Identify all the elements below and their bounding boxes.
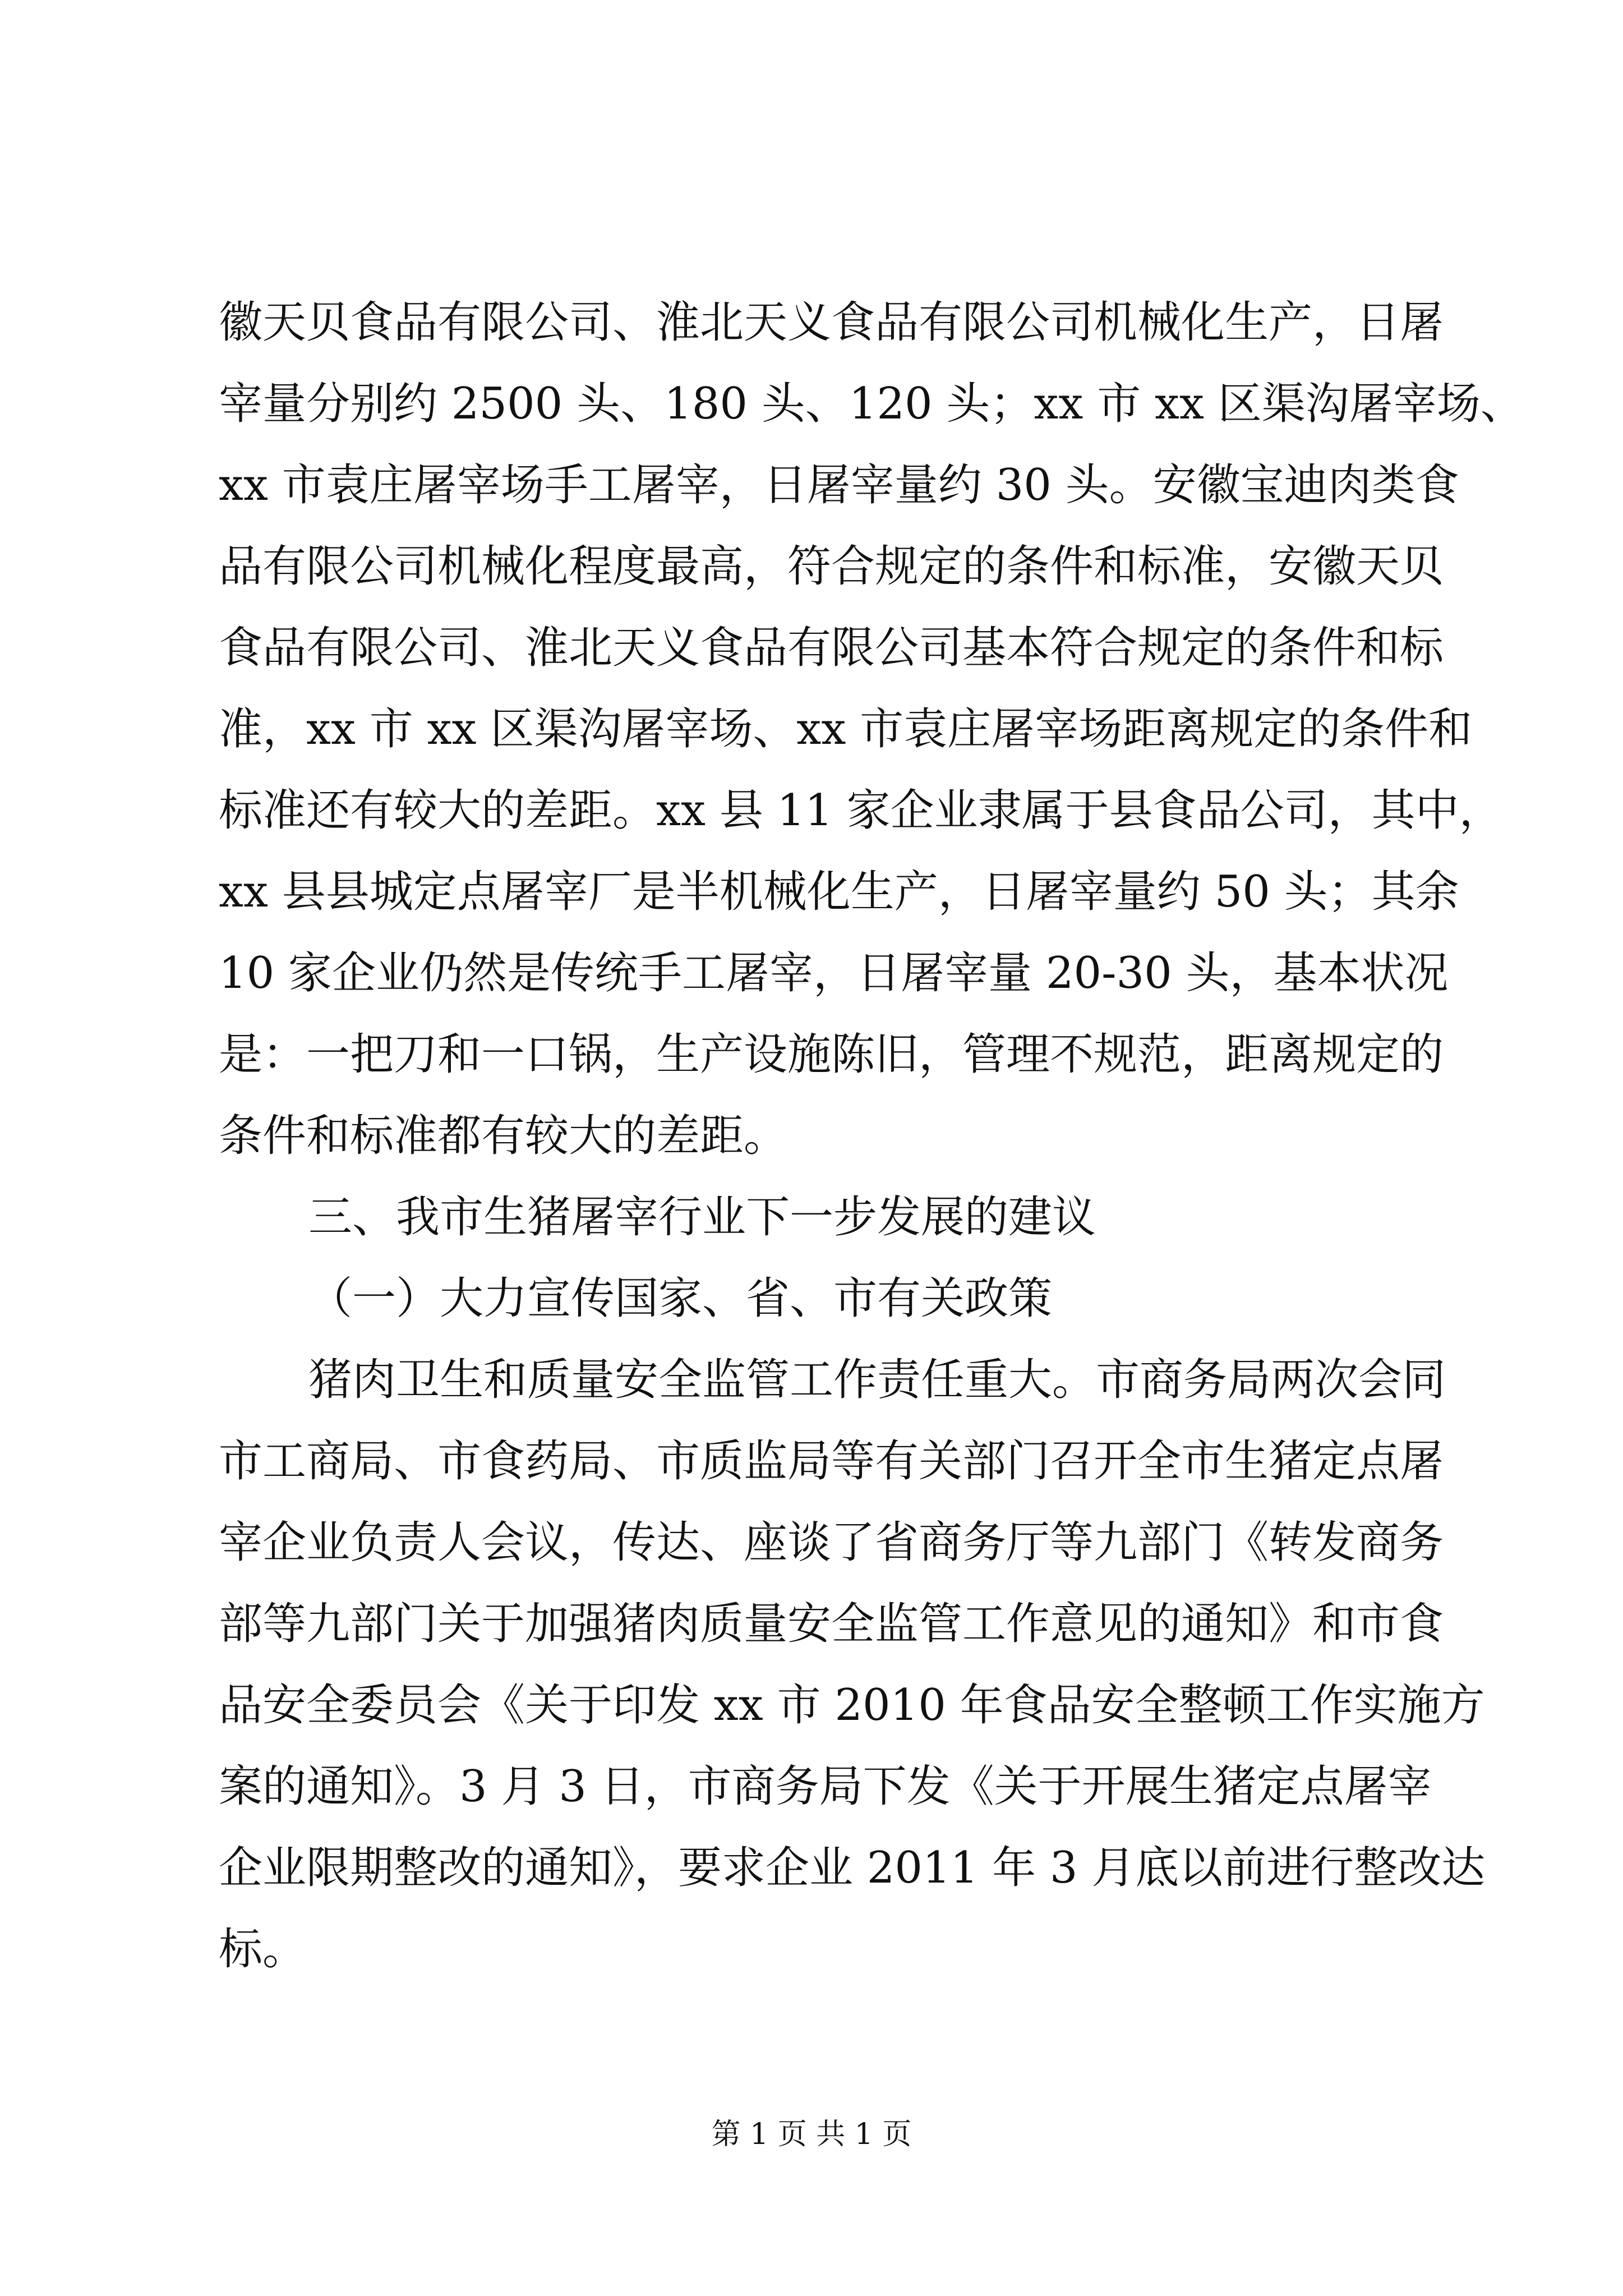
paragraph-line: 猪肉卫生和质量安全监管工作责任重大。市商务局两次会同 xyxy=(308,1355,1446,1405)
paragraph-line: 企业限期整改的通知》，要求企业 2011 年 3 月底以前进行整改达 xyxy=(219,1843,1486,1893)
paragraph-line: 是：一把刀和一口锅，生产设施陈旧，管理不规范，距离规定的 xyxy=(219,1029,1444,1080)
section-heading: 三、我市生猪屠宰行业下一步发展的建议 xyxy=(308,1192,1096,1243)
paragraph-line: 标。 xyxy=(219,1924,307,1975)
paragraph-line: 准，xx 市 xx 区渠沟屠宰场、xx 市袁庄屠宰场距离规定的条件和 xyxy=(219,704,1473,754)
paragraph-line: 品安全委员会《关于印发 xx 市 2010 年食品安全整顿工作实施方 xyxy=(219,1680,1485,1731)
paragraph-line: 市工商局、市食药局、市质监局等有关部门召开全市生猪定点屠 xyxy=(219,1436,1444,1487)
paragraph-line: 徽天贝食品有限公司、淮北天义食品有限公司机械化生产，日屠 xyxy=(219,297,1444,348)
paragraph-line: xx 市袁庄屠宰场手工屠宰，日屠宰量约 30 头。安徽宝迪肉类食 xyxy=(219,460,1459,510)
paragraph-line: 宰企业负责人会议，传达、座谈了省商务厅等九部门《转发商务 xyxy=(219,1517,1444,1568)
page-number-footer: 第 1 页 共 1 页 xyxy=(711,2118,912,2151)
paragraph-line: 案的通知》。3 月 3 日，市商务局下发《关于开展生猪定点屠宰 xyxy=(219,1761,1432,1812)
paragraph-line: 品有限公司机械化程度最高，符合规定的条件和标准，安徽天贝 xyxy=(219,541,1444,592)
paragraph-line: xx 县县城定点屠宰厂是半机械化生产，日屠宰量约 50 头；其余 xyxy=(219,867,1459,917)
paragraph-line: 部等九部门关于加强猪肉质量安全监管工作意见的通知》和市食 xyxy=(219,1599,1444,1649)
paragraph-line: 条件和标准都有较大的差距。 xyxy=(219,1111,788,1161)
paragraph-line: 10 家企业仍然是传统手工屠宰，日屠宰量 20-30 头，基本状况 xyxy=(219,948,1449,999)
paragraph-line: 食品有限公司、淮北天义食品有限公司基本符合规定的条件和标 xyxy=(219,623,1444,673)
paragraph-line: 标准还有较大的差距。xx 县 11 家企业隶属于县食品公司，其中， xyxy=(219,785,1503,836)
paragraph-line: 宰量分别约 2500 头、180 头、120 头；xx 市 xx 区渠沟屠宰场、 xyxy=(219,379,1524,429)
subsection-heading: （一）大力宣传国家、省、市有关政策 xyxy=(308,1273,1053,1324)
